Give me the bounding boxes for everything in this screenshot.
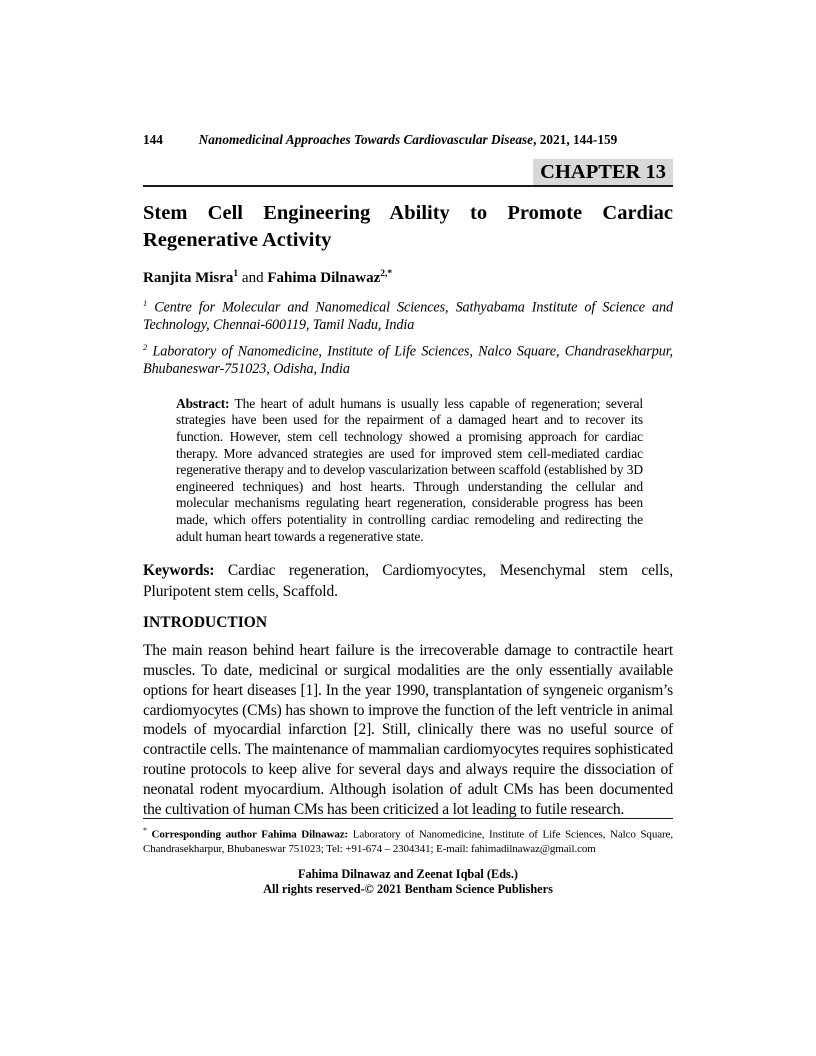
- authors-line: [143, 265, 673, 287]
- page-number: 144: [143, 132, 163, 147]
- keywords-text: Cardiac regeneration, Cardiomyocytes, Mesenchymal stem cells, Pluripotent stem cells, Scaffold.: [143, 562, 673, 601]
- footnote-rule: [143, 818, 673, 819]
- author-2-affiliation-mark: 2,*: [380, 269, 393, 279]
- authors-conjunction: and: [238, 270, 268, 286]
- affiliation-1-text: Centre for Molecular and Nanomedical Sciences, Sathyabama Institute of Science and Technology, Chennai-600119, Tamil Nadu, India: [143, 299, 673, 334]
- running-header: [143, 132, 673, 147]
- introduction-paragraph: The main reason behind heart failure is the irrecoverable damage to contractile heart muscles. To date, medicinal or surgical modalities are the only essentially available options for heart diseases [1]. In the year 1990, transplantation of syngeneic organism’s cardiomyocytes (CMs) has shown to improve the function of the left ventricle in animal models of myocardial infarction [2]. Still, clinically there was no useful source of contractile cells. The maintenance of mammalian cardiomyocytes requires sophisticated routine protocols to keep alive for several days and always require the dissociation of neonatal rodent myocardium. Although isolation of adult CMs has been documented the cultivation of human CMs has been criticized a lot leading to futile research.: [143, 642, 673, 818]
- affiliation-1-marker: 1: [143, 298, 148, 308]
- abstract-text: The heart of adult humans is usually less capable of regeneration; several strategies have been used for the repairment of a damaged heart and to recover its function. However, stem cell technology showed a promising approach for cardiac therapy. More advanced strategies are used for improved stem cell-mediated cardiac regenerative therapy and to develop vascularization between scaffold (established by 3D engineered techniques) and host hearts. Through understanding the cellular and molecular mechanisms regulating heart regeneration, considerable progress has been made, which offers potentiality in controlling cardiac remodeling and redirecting the adult human heart towards a regenerative state.: [176, 395, 643, 544]
- affiliation-2: [143, 339, 673, 379]
- chapter-banner-row: [143, 159, 673, 187]
- abstract-block: [176, 396, 643, 545]
- affiliation-1: [143, 295, 673, 335]
- chapter-label: CHAPTER 13: [533, 159, 673, 185]
- section-heading-introduction: INTRODUCTION: [143, 614, 268, 632]
- running-title-book: Nanomedicinal Approaches Towards Cardiovascular Disease: [198, 132, 534, 147]
- footnote-asterisk: *: [143, 826, 147, 835]
- keywords-block: [143, 560, 673, 602]
- page-footer: [143, 818, 673, 897]
- author-2-name: Fahima Dilnawaz$^{2,*}$: [267, 269, 393, 286]
- affiliation-2-text: Laboratory of Nanomedicine, Institute of Life Sciences, Nalco Square, Chandrasekharpur, Bhubaneswar-751023, Odisha, India: [143, 343, 673, 378]
- rights-line: All rights reserved-© 2021 Bentham Science Publishers: [263, 881, 553, 896]
- page-content: [143, 0, 673, 819]
- corresponding-author-footnote: [143, 824, 673, 856]
- running-title: [199, 132, 618, 147]
- footnote-bold-label: Corresponding author Fahima Dilnawaz:: [146, 828, 349, 841]
- footnote-text: Laboratory of Nanomedicine, Institute of Life Sciences, Nalco Square, Chandrasekharpur, Bhubaneswar 751023; Tel: +91-674 – 2304341; E-mail: fahimadilnawaz@gmail.com: [143, 828, 673, 855]
- abstract-label: Abstract:: [176, 395, 230, 411]
- keywords-label: Keywords:: [143, 562, 215, 580]
- author-1-name: Ranjita Misra$^1$: [143, 269, 239, 286]
- affiliation-2-marker: 2: [143, 341, 148, 352]
- editors-line: Fahima Dilnawaz and Zeenat Iqbal (Eds.): [297, 867, 518, 882]
- imprint-block: [143, 867, 673, 897]
- chapter-title: Stem Cell Engineering Ability to Promote Cardiac Regenerative Activity: [143, 202, 673, 251]
- author-1-affiliation-mark: 1: [233, 269, 239, 279]
- running-title-pages: , 2021, 144-159: [533, 132, 618, 147]
